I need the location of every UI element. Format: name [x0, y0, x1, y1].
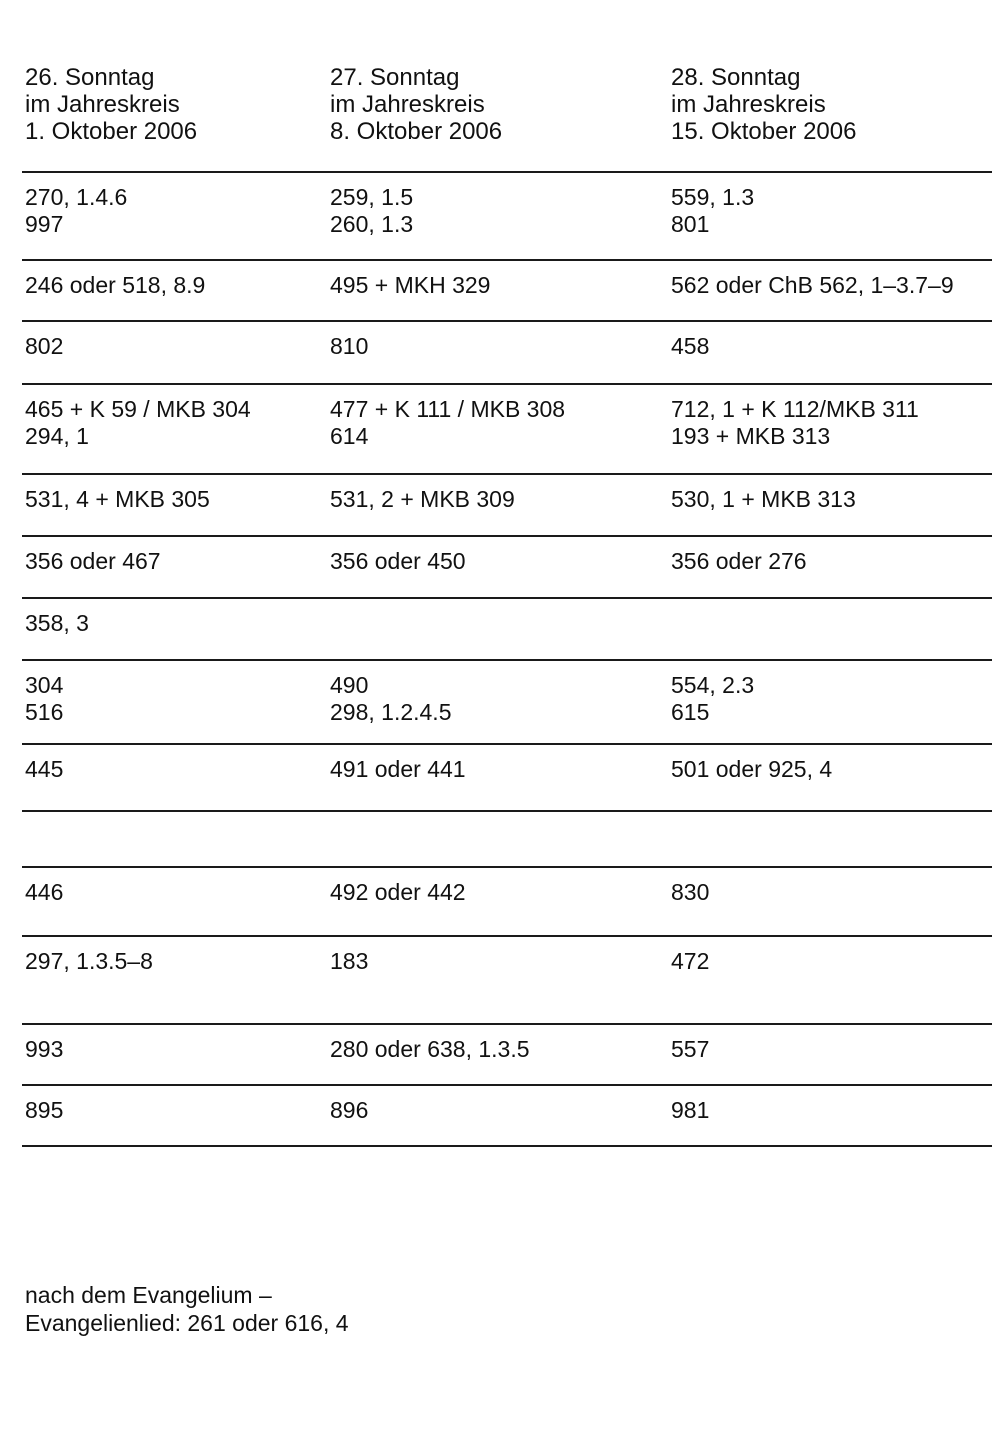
- table-cell: [25, 548, 161, 575]
- table-cell: [25, 1036, 63, 1063]
- header-line: 1. Oktober 2006: [25, 118, 198, 145]
- header-line: 28. Sonntag: [671, 64, 801, 91]
- table-cell: [671, 1036, 709, 1063]
- cell-line: 531, 4 + MKB 305: [25, 486, 210, 512]
- cell-line: 557: [671, 1036, 710, 1062]
- cell-line: 465 + K 59 / MKB 304: [25, 396, 251, 422]
- table-cell: [25, 486, 210, 513]
- cell-line: 356 oder 450: [330, 548, 466, 574]
- cell-line: 246 oder 518, 8.9: [25, 272, 206, 298]
- table-cell: [671, 1097, 709, 1124]
- row-divider: [22, 1145, 992, 1147]
- table-cell: [330, 672, 452, 726]
- table-cell: [25, 396, 251, 450]
- cell-line: 993: [25, 1036, 64, 1062]
- cell-line: 802: [25, 333, 64, 359]
- table-cell: [671, 548, 807, 575]
- cell-line: 445: [25, 756, 64, 782]
- cell-line: 495 + MKH 329: [330, 272, 491, 298]
- cell-line: 895: [25, 1097, 64, 1123]
- footer-line: Evangelienlied: 261 oder 616, 4: [25, 1310, 349, 1336]
- cell-line: 458: [671, 333, 710, 359]
- table-cell: [330, 756, 466, 783]
- table-cell: [330, 272, 490, 299]
- row-divider: [22, 810, 992, 812]
- table-cell: [25, 672, 63, 726]
- cell-line: 830: [671, 879, 710, 905]
- table-cell: [330, 548, 466, 575]
- row-divider: [22, 743, 992, 745]
- table-cell: [330, 333, 368, 360]
- row-divider: [22, 1023, 992, 1025]
- cell-line: 490: [330, 672, 369, 698]
- row-divider: [22, 597, 992, 599]
- header-line: 15. Oktober 2006: [671, 118, 857, 145]
- cell-line: 614: [330, 423, 369, 449]
- cell-line: 472: [671, 948, 710, 974]
- cell-line: 294, 1: [25, 423, 89, 449]
- cell-line: 356 oder 467: [25, 548, 161, 574]
- table-cell: [671, 879, 709, 906]
- footer-note: [25, 1281, 349, 1337]
- table-cell: [330, 1036, 530, 1063]
- cell-line: 492 oder 442: [330, 879, 466, 905]
- column-header-3: [671, 64, 856, 145]
- cell-line: 298, 1.2.4.5: [330, 699, 452, 725]
- cell-line: 554, 2.3: [671, 672, 755, 698]
- cell-line: 356 oder 276: [671, 548, 807, 574]
- table-cell: [25, 948, 153, 975]
- row-divider: [22, 935, 992, 937]
- table-cell: [25, 879, 63, 906]
- cell-line: 997: [25, 211, 64, 237]
- cell-line: 358, 3: [25, 610, 89, 636]
- cell-line: 183: [330, 948, 369, 974]
- footer-line: nach dem Evangelium –: [25, 1282, 272, 1308]
- table-cell: [671, 756, 832, 783]
- cell-line: 193 + MKB 313: [671, 423, 831, 449]
- cell-line: 304: [25, 672, 64, 698]
- header-line: im Jahreskreis: [671, 91, 826, 118]
- column-header-1: [25, 64, 197, 145]
- header-line: 26. Sonntag: [25, 64, 155, 91]
- table-cell: [330, 184, 413, 238]
- cell-line: 531, 2 + MKB 309: [330, 486, 515, 512]
- row-divider: [22, 1084, 992, 1086]
- cell-line: 801: [671, 211, 710, 237]
- table-cell: [25, 272, 205, 299]
- table-header: [0, 64, 1000, 164]
- cell-line: 810: [330, 333, 369, 359]
- table-cell: [25, 184, 127, 238]
- table-cell: [25, 333, 63, 360]
- table-cell: [330, 948, 368, 975]
- cell-line: 297, 1.3.5–8: [25, 948, 153, 974]
- cell-line: 559, 1.3: [671, 184, 755, 210]
- table-cell: [330, 879, 466, 906]
- row-divider: [22, 383, 992, 385]
- table-cell: [671, 486, 856, 513]
- cell-line: 896: [330, 1097, 369, 1123]
- table-cell: [671, 672, 754, 726]
- table-cell: [330, 1097, 368, 1124]
- column-header-2: [330, 64, 502, 145]
- cell-line: 491 oder 441: [330, 756, 466, 782]
- header-line: 8. Oktober 2006: [330, 118, 503, 145]
- row-divider: [22, 535, 992, 537]
- cell-line: 530, 1 + MKB 313: [671, 486, 856, 512]
- row-divider: [22, 259, 992, 261]
- row-divider: [22, 171, 992, 173]
- table-cell: [671, 184, 754, 238]
- table-cell: [671, 396, 919, 450]
- table-cell: [330, 486, 515, 513]
- header-line: im Jahreskreis: [25, 91, 180, 118]
- row-divider: [22, 659, 992, 661]
- header-line: im Jahreskreis: [330, 91, 485, 118]
- cell-line: 260, 1.3: [330, 211, 414, 237]
- table-cell: [25, 756, 63, 783]
- cell-line: 446: [25, 879, 64, 905]
- table-cell: [671, 948, 709, 975]
- header-line: 27. Sonntag: [330, 64, 460, 91]
- cell-line: 516: [25, 699, 64, 725]
- row-divider: [22, 320, 992, 322]
- table-cell: [25, 1097, 63, 1124]
- cell-line: 280 oder 638, 1.3.5: [330, 1036, 530, 1062]
- cell-line: 259, 1.5: [330, 184, 414, 210]
- cell-line: 981: [671, 1097, 710, 1123]
- table-cell: [671, 272, 954, 299]
- row-divider: [22, 866, 992, 868]
- table-cell: [671, 333, 709, 360]
- cell-line: 477 + K 111 / MKB 308: [330, 396, 566, 422]
- table-cell: [25, 610, 89, 637]
- table-cell: [330, 396, 565, 450]
- cell-line: 562 oder ChB 562, 1–3.7–9: [671, 272, 954, 298]
- cell-line: 712, 1 + K 112/MKB 311: [671, 396, 919, 422]
- cell-line: 615: [671, 699, 710, 725]
- cell-line: 270, 1.4.6: [25, 184, 128, 210]
- row-divider: [22, 473, 992, 475]
- cell-line: 501 oder 925, 4: [671, 756, 833, 782]
